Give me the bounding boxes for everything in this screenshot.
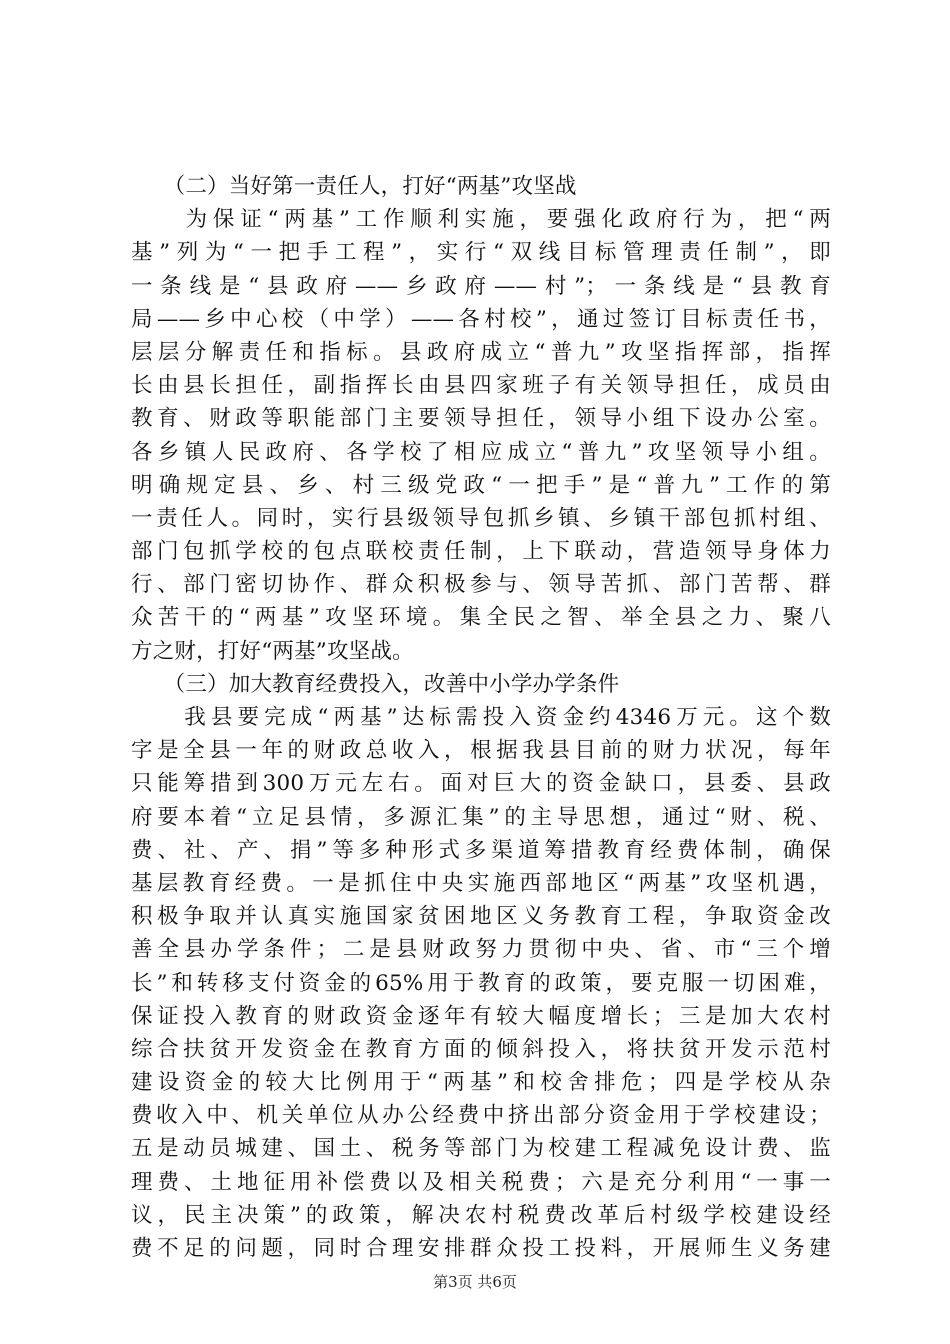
paragraph-line: 字是全县一年的财政总收入，根据我县目前的财力状况，每年 bbox=[131, 738, 831, 764]
paragraph-line: 基”列为“一把手工程”，实行“双线目标管理责任制”，即 bbox=[131, 240, 831, 266]
paragraph-line: 议，民主决策”的政策，解决农村税费改革后村级学校建设经 bbox=[131, 1202, 831, 1228]
paragraph-line: 只能筹措到300万元左右。面对巨大的资金缺口，县委、县政 bbox=[131, 771, 831, 797]
paragraph-line: 费收入中、机关单位从办公经费中挤出部分资金用于学校建设； bbox=[131, 1103, 831, 1129]
paragraph-line: 府要本着“立足县情，多源汇集”的主导思想，通过“财、税、 bbox=[131, 804, 831, 830]
paragraph-line: 长”和转移支付资金的65%用于教育的政策，要克服一切困难， bbox=[131, 970, 831, 996]
paragraph-line: 一条线是“县政府——乡政府——村”；一条线是“县教育 bbox=[131, 273, 831, 299]
paragraph-line: 五是动员城建、国土、税务等部门为校建工程减免设计费、监 bbox=[131, 1136, 831, 1162]
document-body bbox=[131, 170, 831, 1265]
paragraph-line: 行、部门密切协作、群众积极参与、领导苦抓、部门苦帮、群 bbox=[131, 572, 831, 598]
paragraph-line: 理费、土地征用补偿费以及相关税费；六是充分利用“一事一 bbox=[131, 1169, 831, 1195]
paragraph-line: 教育、财政等职能部门主要领导担任，领导小组下设办公室。 bbox=[131, 406, 831, 432]
paragraph-line: 善全县办学条件；二是县财政努力贯彻中央、省、市“三个增 bbox=[131, 937, 831, 963]
paragraph-line: 众苦干的“两基”攻坚环境。集全民之智、举全县之力、聚八 bbox=[131, 605, 831, 631]
paragraph-line: 费、社、产、捐”等多种形式多渠道筹措教育经费体制，确保 bbox=[131, 837, 831, 863]
paragraph-line: 我县要完成“两基”达标需投入资金约4346万元。这个数 bbox=[131, 705, 831, 730]
section-heading: （二）当好第一责任人，打好“两基”攻坚战 bbox=[131, 174, 577, 199]
paragraph-line: 局——乡中心校（中学）——各村校”，通过签订目标责任书， bbox=[131, 306, 831, 332]
paragraph-line: 保证投入教育的财政资金逐年有较大幅度增长；三是加大农村 bbox=[131, 1003, 831, 1029]
paragraph-line: 建设资金的较大比例用于“两基”和校舍排危；四是学校从杂 bbox=[131, 1070, 831, 1096]
paragraph-line: 明确规定县、乡、村三级党政“一把手”是“普九”工作的第 bbox=[131, 472, 831, 498]
paragraph-line: 各乡镇人民政府、各学校了相应成立“普九”攻坚领导小组。 bbox=[131, 439, 831, 465]
paragraph-line: 一责任人。同时，实行县级领导包抓乡镇、乡镇干部包抓村组、 bbox=[131, 505, 831, 531]
section-heading: （三）加大教育经费投入，改善中小学办学条件 bbox=[131, 671, 620, 697]
paragraph-line: 费不足的问题，同时合理安排群众投工投料，开展师生义务建 bbox=[131, 1236, 831, 1261]
paragraph-line: 为保证“两基”工作顺利实施，要强化政府行为，把“两 bbox=[131, 207, 831, 233]
paragraph-line: 层层分解责任和指标。县政府成立“普九”攻坚指挥部，指挥 bbox=[131, 339, 831, 365]
paragraph-line: 基层教育经费。一是抓住中央实施西部地区“两基”攻坚机遇， bbox=[131, 870, 831, 896]
paragraph-line: 积极争取并认真实施国家贫困地区义务教育工程，争取资金改 bbox=[131, 904, 831, 930]
paragraph-line: 长由县长担任，副指挥长由县四家班子有关领导担任，成员由 bbox=[131, 373, 831, 399]
paragraph-line: 部门包抓学校的包点联校责任制，上下联动，营造领导身体力 bbox=[131, 539, 831, 565]
paragraph-line: 综合扶贫开发资金在教育方面的倾斜投入，将扶贫开发示范村 bbox=[131, 1036, 831, 1062]
page-number-footer: 第3页 共6页 bbox=[433, 1273, 517, 1291]
paragraph-line: 方之财，打好“两基”攻坚战。 bbox=[131, 638, 414, 664]
